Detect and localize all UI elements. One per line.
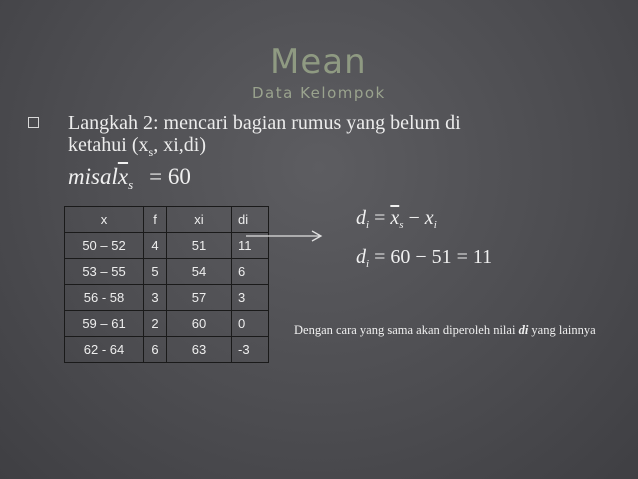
eq1-rhs: = 60 <box>149 164 191 189</box>
cell-x: 56 - 58 <box>65 285 144 311</box>
table-row <box>65 337 269 363</box>
note-post: yang lainnya <box>528 323 596 337</box>
table-row <box>65 285 269 311</box>
cell-xi: 54 <box>167 259 232 285</box>
eq2-d: d <box>356 207 366 229</box>
eq2-d-sub: i <box>366 219 370 231</box>
cell-x: 62 - 64 <box>65 337 144 363</box>
eq1-sub: s <box>128 177 134 192</box>
note-bold: di <box>518 323 529 337</box>
cell-di: -3 <box>232 337 269 363</box>
eq2-xbar-sub: s <box>399 219 404 231</box>
eq2-line1 <box>356 200 492 239</box>
eq2-line2-d: d <box>356 246 366 268</box>
table-row <box>65 311 269 337</box>
header-xi: xi <box>167 207 232 233</box>
cell-xi: 63 <box>167 337 232 363</box>
bullet-line2a: ketahui (x <box>68 134 149 156</box>
eq2-line2-rhs: = 60 − 51 = 11 <box>369 246 493 268</box>
title-main: Mean <box>270 42 367 82</box>
cell-xi: 57 <box>167 285 232 311</box>
header-f: f <box>144 207 167 233</box>
bullet-line1: Langkah 2: mencari bagian rumus yang belum di <box>68 112 461 134</box>
cell-di: 0 <box>232 311 269 337</box>
eq2-line2 <box>356 239 492 278</box>
data-table <box>64 206 269 363</box>
eq2-xbar: $\overline{x}$ <box>390 207 400 229</box>
header-di: di <box>232 207 269 233</box>
cell-di: 3 <box>232 285 269 311</box>
equation-di <box>356 200 492 278</box>
bullet-text <box>68 112 628 163</box>
table-header-row <box>65 207 269 233</box>
header-x: x <box>65 207 144 233</box>
cell-x: 53 – 55 <box>65 259 144 285</box>
eq2-minus: − <box>403 207 425 229</box>
cell-di: 6 <box>232 259 269 285</box>
cell-f: 6 <box>144 337 167 363</box>
bullet-line2b: , xi,di) <box>153 134 206 156</box>
cell-x: 50 – 52 <box>65 233 144 259</box>
note-text <box>294 322 634 339</box>
cell-f: 3 <box>144 285 167 311</box>
eq2-line2-d-sub: i <box>366 258 370 270</box>
cell-f: 5 <box>144 259 167 285</box>
title-subtitle: Data Kelompok <box>252 84 386 102</box>
cell-x: 59 – 61 <box>65 311 144 337</box>
cell-xi: 51 <box>167 233 232 259</box>
note-pre: Dengan cara yang sama akan diperoleh nilai <box>294 323 519 337</box>
eq2-x: x <box>424 207 434 229</box>
bullet-line2-sub: s <box>148 145 154 159</box>
right-arrow-icon <box>246 228 324 244</box>
eq2-equals: = <box>369 207 391 229</box>
table-row <box>65 259 269 285</box>
cell-f: 4 <box>144 233 167 259</box>
table-row <box>65 233 269 259</box>
cell-xi: 60 <box>167 311 232 337</box>
equation-misal <box>68 164 191 190</box>
eq1-xbar: $\overline{x}$ <box>117 164 129 189</box>
cell-di: 11 <box>232 233 269 259</box>
eq1-lhs: misal <box>68 164 118 189</box>
square-bullet-icon <box>28 117 39 128</box>
eq2-x-sub: i <box>433 219 437 231</box>
cell-f: 2 <box>144 311 167 337</box>
